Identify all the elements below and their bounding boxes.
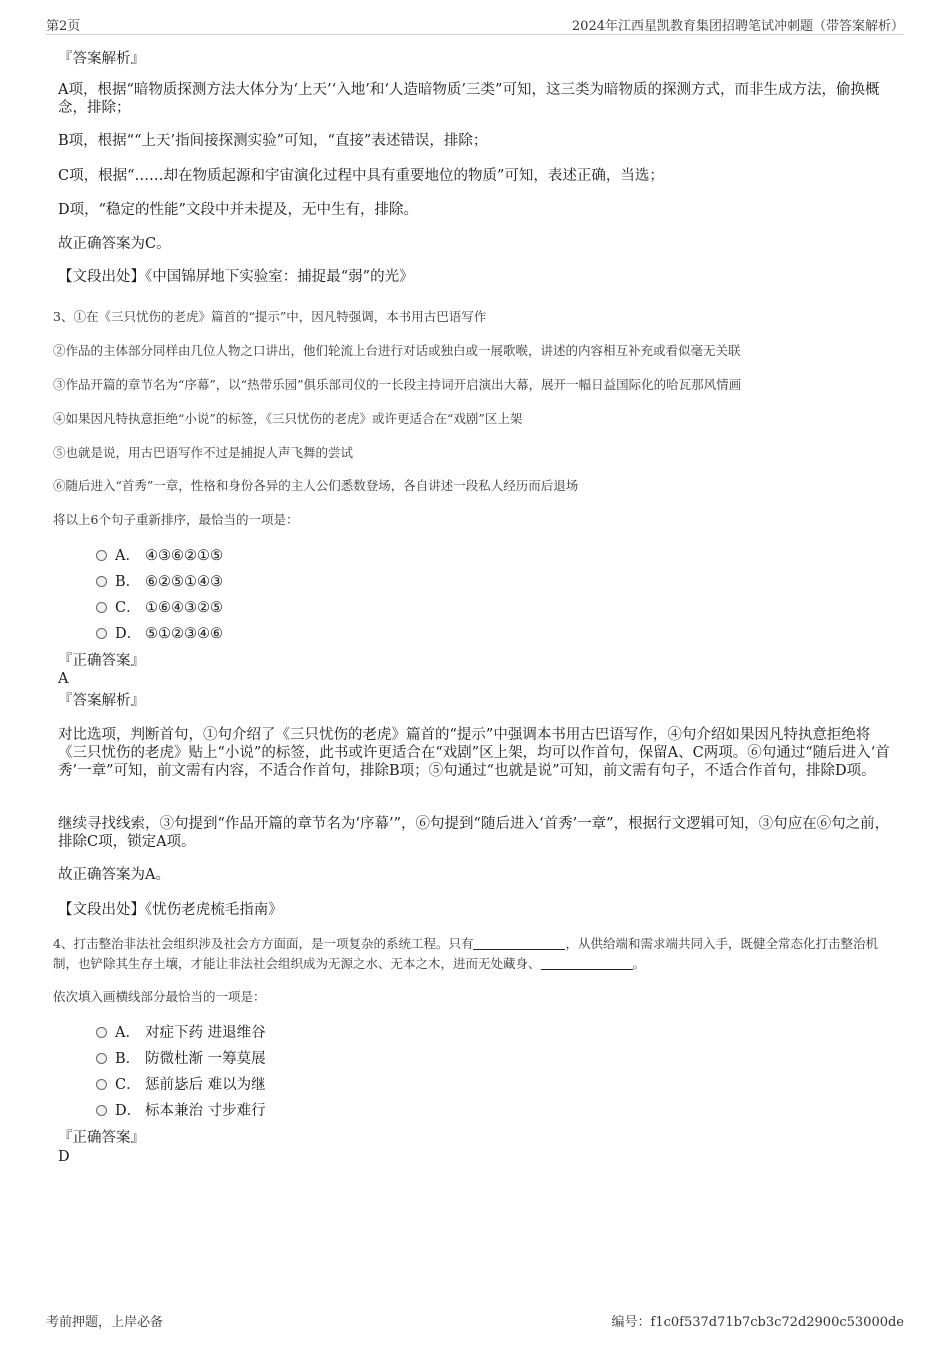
radio-icon[interactable]	[96, 1105, 107, 1116]
q2-analysis-d: D项，“稳定的性能”文段中并未提及，无中生有，排除。	[58, 202, 418, 218]
q3-analysis-p1: 对比选项，判断首句，①句介绍了《三只忧伤的老虎》篇首的“提示”中强调本书用古巴语写作，④句介绍如果因凡特执意拒绝将《三只忧伤的老虎》贴上“小说”的标签，此书或许更适合在“戏剧”区上架，均可以作首句，保留A、C两项。⑥句通过“随后进入‘首秀’一章”可知，前文需有内容，不适合作首句，排除B项；⑤句通过“也就是说”可知，前文需有句子，不适合作首句，排除D项。	[58, 727, 890, 779]
q3-option-b[interactable]: B． ⑥②⑤①④③	[96, 573, 223, 591]
q4-option-c[interactable]: C． 惩前毖后 难以为继	[96, 1076, 266, 1094]
fill-blank-1	[473, 937, 565, 950]
q3-sentence-6: ⑥随后进入“首秀”一章，性格和身份各异的主人公们悉数登场，各自讲述一段私人经历而后退场	[53, 478, 579, 493]
document-title: 2024年江西星凯教育集团招聘笔试冲刺题（带答案解析）	[571, 19, 904, 34]
page-header	[46, 14, 904, 35]
page-number: 第2页	[46, 19, 81, 34]
q3-option-a[interactable]: A． ④③⑥②①⑤	[96, 547, 223, 565]
q3-sentence-1: 3、①在《三只忧伤的老虎》篇首的“提示”中，因凡特强调，本书用古巴语写作	[53, 309, 487, 324]
q2-analysis-c: C项，根据“……却在物质起源和宇宙演化过程中具有重要地位的物质”可知，表述正确，当选；	[58, 168, 664, 184]
q4-answer: D	[58, 1149, 70, 1165]
radio-icon[interactable]	[96, 1079, 107, 1090]
document-code: 编号：f1c0f537d71b7cb3c72d2900c53000de	[611, 1315, 904, 1330]
q3-analysis-heading: 『答案解析』	[58, 693, 145, 709]
q3-source: 【文段出处】《忧伤老虎梳毛指南》	[58, 902, 283, 918]
q2-analysis-b: B项，根据““上天’指间接探测实验”可知，“直接”表述错误，排除；	[58, 133, 488, 149]
radio-icon[interactable]	[96, 1027, 107, 1038]
q2-source: 【文段出处】《中国锦屏地下实验室：捕捉最“弱”的光》	[58, 269, 414, 285]
q4-option-b[interactable]: B． 防微杜渐 一筹莫展	[96, 1050, 266, 1068]
q3-answer: A	[58, 671, 69, 687]
q3-option-c[interactable]: C． ①⑥④③②⑤	[96, 599, 223, 617]
q2-analysis-a: A项，根据“暗物质探测方法大体分为‘上天’‘入地’和‘人造暗物质’三类”可知，这三类为暗物质的探测方式，而非生成方法，偷换概念，排除；	[58, 82, 880, 116]
footer-slogan: 考前押题，上岸必备	[46, 1315, 164, 1330]
radio-icon[interactable]	[96, 628, 107, 639]
q3-analysis-p2: 继续寻找线索，③句提到“作品开篇的章节名为‘序幕’”，⑥句提到“随后进入‘首秀’一章”，根据行文逻辑可知，③句应在⑥句之前，排除C项，锁定A项。	[58, 816, 890, 850]
q3-sentence-2: ②作品的主体部分同样由几位人物之口讲出，他们轮流上台进行对话或独白或一展歌喉，讲述的内容相互补充或看似毫无关联	[53, 343, 741, 358]
q2-conclusion: 故正确答案为C。	[58, 236, 171, 252]
q3-option-d[interactable]: D． ⑤①②③④⑥	[96, 625, 223, 643]
q3-sentence-5: ⑤也就是说，用古巴语写作不过是捕捉人声飞舞的尝试	[53, 445, 354, 460]
radio-icon[interactable]	[96, 576, 107, 587]
q4-prompt: 依次填入画横线部分最恰当的一项是：	[53, 989, 266, 1004]
q3-conclusion: 故正确答案为A。	[58, 867, 170, 883]
q3-sentence-4: ④如果因凡特执意拒绝“小说”的标签，《三只忧伤的老虎》或许更适合在“戏剧”区上架	[53, 411, 523, 426]
q3-answer-heading: 『正确答案』	[58, 653, 145, 669]
q2-analysis-heading: 『答案解析』	[58, 51, 145, 67]
radio-icon[interactable]	[96, 550, 107, 561]
radio-icon[interactable]	[96, 1053, 107, 1064]
radio-icon[interactable]	[96, 602, 107, 613]
q4-stem: 4、打击整治非法社会组织涉及社会方方面面，是一项复杂的系统工程。只有 ，从供给端和需求端共同入手，既健全常态化打击整治机制，也铲除其生存土壤，才能让非法社会组织成为无源之水、无本之木，进而无处藏身、 。	[53, 936, 878, 971]
fill-blank-2	[541, 957, 633, 970]
q4-option-d[interactable]: D． 标本兼治 寸步难行	[96, 1102, 266, 1120]
q3-sentence-3: ③作品开篇的章节名为“序幕”，以“热带乐园”俱乐部司仪的一长段主持词开启演出大幕，展开一幅日益国际化的哈瓦那风情画	[53, 377, 742, 392]
q4-answer-heading: 『正确答案』	[58, 1130, 145, 1146]
q3-prompt: 将以上6个句子重新排序，最恰当的一项是：	[53, 512, 299, 527]
q4-option-a[interactable]: A． 对症下药 进退维谷	[96, 1024, 266, 1042]
